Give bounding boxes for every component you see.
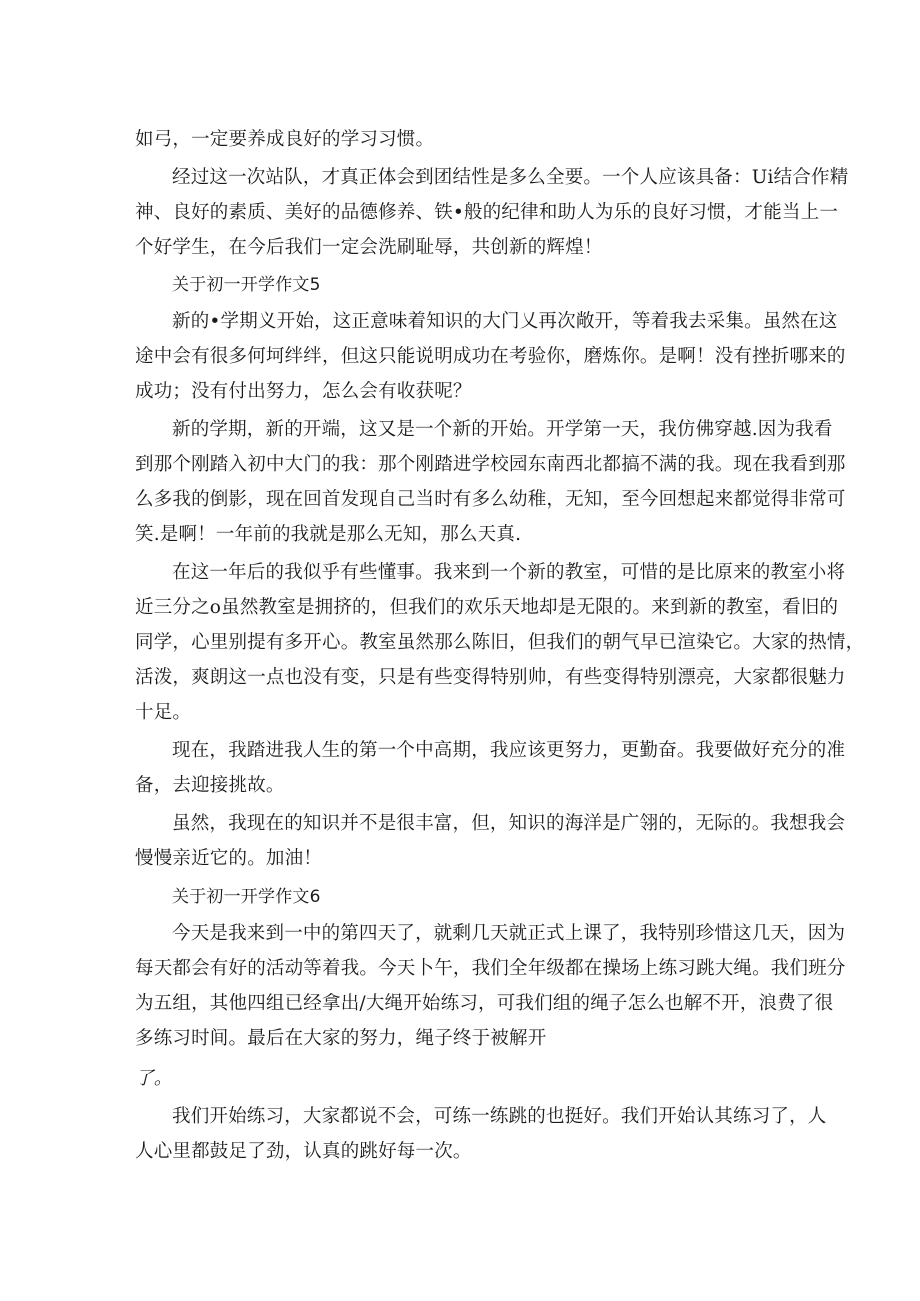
text-line: 为五组，其他四组已经拿出/大绳开始练习，可我们组的绳子怎么也解不开，浪费了很	[135, 993, 834, 1014]
text-line: 途中会有很多何坷绊绊，但这只能说明成功在考验你，磨炼你。是啊！没有挫折哪来的	[135, 346, 846, 367]
paragraph-first-line: 现在，我踏进我人生的第一个中高期，我应该更努力，更勤奋。我要做好充分的准	[172, 740, 846, 761]
text-line: 近三分之o虽然教室是拥挤的，但我们的欢乐天地却是无限的。来到新的教室，看旧的	[135, 597, 839, 618]
text-line: 成功；没有付出努力，怎么会有收获呢？	[135, 381, 472, 402]
paragraph-first-line: 今天是我来到一中的第四天了，就剩几天就正式上课了，我特别珍惜这几天，因为	[172, 923, 846, 944]
text-line: 十足。	[135, 702, 192, 723]
text-line: 笑.是啊！一年前的我就是那么无知，那么天真.	[135, 524, 522, 545]
text-line: 人心里都鼓足了劲，认真的跳好每一次。	[135, 1141, 472, 1162]
text-line: 神、良好的素质、美好的品德修养、铁•般的纪律和助人为乐的良好习惯，才能当上一	[135, 202, 839, 223]
paragraph-first-line: 新的•学期义开始，这正意味着知识的大门乂再次敞开，等着我去采集。虽然在这	[172, 311, 838, 332]
text-line: 备，去迎接挑故。	[135, 775, 285, 796]
section-heading: 关于初一开学作文5	[172, 275, 321, 295]
paragraph-first-line: 我们开始练习，大家都说不会，可练一练跳的也挺好。我们开始认其练习了，人	[172, 1106, 827, 1127]
paragraph-first-line: 经过这一次站队，才真正体会到团结性是多么全要。一个人应该具备：Ui结合作精	[172, 167, 849, 188]
text-line: 活泼，爽朗这一点也没有变，只是有些变得特别帅，有些变得特别漂亮，大家都很魅力	[135, 667, 846, 688]
paragraph-first-line: 虽然，我现在的知识并不是很丰富，但，知识的海洋是广翎的，无际的。我想我会	[172, 813, 846, 834]
text-line: 了。	[135, 1068, 173, 1089]
paragraph-first-line: 在这一年后的我似乎有些懂事。我来到一个新的教室，可惜的是比原来的教室小将	[172, 562, 846, 583]
text-line: 每天都会有好的活动等着我。今天卜午，我们全年级都在操场上练习跳大绳。我们班分	[135, 958, 846, 979]
text-line: 慢慢亲近它的。加油！	[135, 848, 323, 869]
section-heading: 关于初一开学作文6	[172, 887, 321, 907]
text-line: 多练习时间。最后在大家的努力，绳子终于被解开	[135, 1028, 547, 1049]
paragraph-first-line: 新的学期，新的开端，这又是一个新的开始。开学第一天，我仿佛穿越.因为我看	[172, 419, 833, 440]
text-line: 如弓，一定要养成良好的学习习惯。	[135, 129, 435, 150]
text-line: 到那个刚踏入初中大门的我：那个刚踏进学校园东南西北都搞不满的我。现在我看到那	[135, 454, 846, 475]
text-line: 么多我的倒影，现在回首发现自己当时有多么幼稚，无知，至今回想起来都觉得非常可	[135, 489, 846, 510]
text-line: 个好学生，在今后我们一定会洗刷耻辱，共创新的辉煌！	[135, 237, 603, 258]
text-line: 同学，心里别提有多开心。教室虽然那么陈旧，但我们的朝气早已渲染它。大家的热情，	[135, 632, 865, 653]
